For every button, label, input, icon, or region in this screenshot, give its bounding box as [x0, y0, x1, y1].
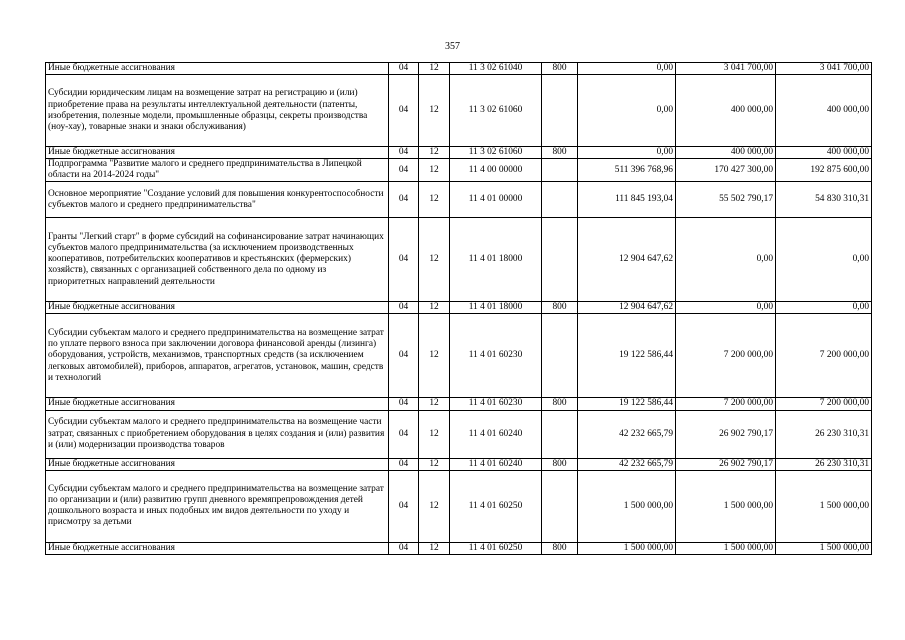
- amount-year2-cell: 55 502 790,17: [676, 182, 776, 218]
- expense-name-cell: Иные бюджетные ассигнования: [46, 147, 389, 159]
- target-article-cell: 11 4 01 00000: [450, 182, 542, 218]
- budget-table: [45, 62, 872, 555]
- subsection-code-cell: 12: [419, 458, 450, 470]
- section-code-cell: 04: [389, 63, 419, 75]
- target-article-cell: 11 4 01 60230: [450, 398, 542, 410]
- expense-name-cell: Субсидии субъектам малого и среднего предпринимательства на возмещение затрат по уплате первого взноса при заключении договора финансовой аренды (лизинга) оборудования, устройств, механизмов, транспортных средств (за исключением легковых автомобилей), приборов, аппаратов, агрегатов, установок, машин, средств и технологий: [46, 314, 389, 398]
- target-article-cell: 11 4 00 00000: [450, 159, 542, 182]
- amount-year1-cell: 0,00: [578, 63, 676, 75]
- amount-year2-cell: 7 200 000,00: [676, 314, 776, 398]
- expense-name-cell: Основное мероприятие "Создание условий для повышения конкурентоспособности субъектов малого и среднего предпринимательства": [46, 182, 389, 218]
- amount-year2-cell: 1 500 000,00: [676, 470, 776, 542]
- amount-year3-cell: 1 500 000,00: [776, 542, 872, 554]
- expense-type-cell: [542, 470, 578, 542]
- section-code-cell: 04: [389, 75, 419, 147]
- amount-year2-cell: 1 500 000,00: [676, 542, 776, 554]
- amount-year2-cell: 400 000,00: [676, 75, 776, 147]
- amount-year2-cell: 7 200 000,00: [676, 398, 776, 410]
- amount-year1-cell: 0,00: [578, 147, 676, 159]
- table-row: [46, 63, 872, 75]
- amount-year1-cell: 12 904 647,62: [578, 218, 676, 302]
- table-row: [46, 218, 872, 302]
- expense-name-cell: Иные бюджетные ассигнования: [46, 302, 389, 314]
- amount-year3-cell: 3 041 700,00: [776, 63, 872, 75]
- table-row: [46, 458, 872, 470]
- expense-name-cell: Иные бюджетные ассигнования: [46, 542, 389, 554]
- amount-year1-cell: 42 232 665,79: [578, 410, 676, 458]
- amount-year3-cell: 0,00: [776, 302, 872, 314]
- expense-type-cell: 800: [542, 542, 578, 554]
- target-article-cell: 11 4 01 60240: [450, 458, 542, 470]
- amount-year1-cell: 12 904 647,62: [578, 302, 676, 314]
- amount-year1-cell: 19 122 586,44: [578, 314, 676, 398]
- expense-type-cell: 800: [542, 63, 578, 75]
- expense-type-cell: [542, 410, 578, 458]
- table-row: [46, 314, 872, 398]
- amount-year3-cell: 192 875 600,00: [776, 159, 872, 182]
- expense-type-cell: 800: [542, 398, 578, 410]
- amount-year2-cell: 26 902 790,17: [676, 410, 776, 458]
- page-number: 357: [445, 41, 460, 52]
- subsection-code-cell: 12: [419, 302, 450, 314]
- amount-year1-cell: 1 500 000,00: [578, 470, 676, 542]
- section-code-cell: 04: [389, 147, 419, 159]
- expense-type-cell: [542, 182, 578, 218]
- amount-year3-cell: 7 200 000,00: [776, 398, 872, 410]
- amount-year1-cell: 42 232 665,79: [578, 458, 676, 470]
- subsection-code-cell: 12: [419, 75, 450, 147]
- target-article-cell: 11 4 01 60230: [450, 314, 542, 398]
- amount-year3-cell: 0,00: [776, 218, 872, 302]
- subsection-code-cell: 12: [419, 410, 450, 458]
- target-article-cell: 11 4 01 18000: [450, 218, 542, 302]
- amount-year2-cell: 3 041 700,00: [676, 63, 776, 75]
- subsection-code-cell: 12: [419, 182, 450, 218]
- target-article-cell: 11 3 02 61060: [450, 75, 542, 147]
- expense-name-cell: Подпрограмма "Развитие малого и среднего предпринимательства в Липецкой области на 2014-2024 годы": [46, 159, 389, 182]
- amount-year1-cell: 511 396 768,96: [578, 159, 676, 182]
- expense-type-cell: 800: [542, 458, 578, 470]
- subsection-code-cell: 12: [419, 159, 450, 182]
- amount-year2-cell: 26 902 790,17: [676, 458, 776, 470]
- amount-year1-cell: 111 845 193,04: [578, 182, 676, 218]
- subsection-code-cell: 12: [419, 218, 450, 302]
- expense-name-cell: Иные бюджетные ассигнования: [46, 63, 389, 75]
- section-code-cell: 04: [389, 470, 419, 542]
- amount-year3-cell: 26 230 310,31: [776, 458, 872, 470]
- target-article-cell: 11 4 01 18000: [450, 302, 542, 314]
- expense-type-cell: 800: [542, 147, 578, 159]
- table-row: [46, 182, 872, 218]
- amount-year3-cell: 54 830 310,31: [776, 182, 872, 218]
- amount-year2-cell: 0,00: [676, 302, 776, 314]
- amount-year2-cell: 0,00: [676, 218, 776, 302]
- amount-year2-cell: 400 000,00: [676, 147, 776, 159]
- subsection-code-cell: 12: [419, 63, 450, 75]
- expense-type-cell: 800: [542, 302, 578, 314]
- section-code-cell: 04: [389, 302, 419, 314]
- subsection-code-cell: 12: [419, 147, 450, 159]
- expense-type-cell: [542, 75, 578, 147]
- expense-name-cell: Субсидии субъектам малого и среднего предпринимательства на возмещение затрат по организации и (или) развитию групп дневного времяпрепровождения детей дошкольного возраста и иных подобных им видов деятельности по уходу и присмотру за детьми: [46, 470, 389, 542]
- subsection-code-cell: 12: [419, 398, 450, 410]
- amount-year3-cell: 7 200 000,00: [776, 314, 872, 398]
- section-code-cell: 04: [389, 314, 419, 398]
- expense-name-cell: Гранты "Легкий старт" в форме субсидий на софинансирование затрат начинающих субъектов малого предпринимательства (за исключением производственных кооперативов, потребительских кооперативов и крестьянских (фермерских) хозяйств), связанных с организацией собственного дела по одному из приоритетных направлений деятельности: [46, 218, 389, 302]
- section-code-cell: 04: [389, 542, 419, 554]
- section-code-cell: 04: [389, 182, 419, 218]
- target-article-cell: 11 4 01 60240: [450, 410, 542, 458]
- subsection-code-cell: 12: [419, 542, 450, 554]
- section-code-cell: 04: [389, 218, 419, 302]
- section-code-cell: 04: [389, 159, 419, 182]
- amount-year1-cell: 19 122 586,44: [578, 398, 676, 410]
- table-row: [46, 542, 872, 554]
- section-code-cell: 04: [389, 398, 419, 410]
- subsection-code-cell: 12: [419, 470, 450, 542]
- target-article-cell: 11 3 02 61060: [450, 147, 542, 159]
- expense-type-cell: [542, 218, 578, 302]
- expense-name-cell: Иные бюджетные ассигнования: [46, 458, 389, 470]
- target-article-cell: 11 4 01 60250: [450, 542, 542, 554]
- subsection-code-cell: 12: [419, 314, 450, 398]
- target-article-cell: 11 3 02 61040: [450, 63, 542, 75]
- amount-year2-cell: 170 427 300,00: [676, 159, 776, 182]
- section-code-cell: 04: [389, 458, 419, 470]
- expense-name-cell: Субсидии субъектам малого и среднего предпринимательства на возмещение части затрат, связанных с приобретением оборудования в целях создания и (или) развития и (или) модернизации производства товаров: [46, 410, 389, 458]
- amount-year3-cell: 26 230 310,31: [776, 410, 872, 458]
- amount-year1-cell: 1 500 000,00: [578, 542, 676, 554]
- table-row: [46, 75, 872, 147]
- expense-type-cell: [542, 314, 578, 398]
- table-row: [46, 410, 872, 458]
- amount-year3-cell: 1 500 000,00: [776, 470, 872, 542]
- table-row: [46, 159, 872, 182]
- table-row: [46, 398, 872, 410]
- expense-name-cell: Иные бюджетные ассигнования: [46, 398, 389, 410]
- table-row: [46, 302, 872, 314]
- amount-year3-cell: 400 000,00: [776, 75, 872, 147]
- expense-type-cell: [542, 159, 578, 182]
- amount-year3-cell: 400 000,00: [776, 147, 872, 159]
- amount-year1-cell: 0,00: [578, 75, 676, 147]
- target-article-cell: 11 4 01 60250: [450, 470, 542, 542]
- table-row: [46, 147, 872, 159]
- table-row: [46, 470, 872, 542]
- expense-name-cell: Субсидии юридическим лицам на возмещение затрат на регистрацию и (или) приобретение права на результаты интеллектуальной деятельности (патенты, изобретения, полезные модели, промышленные образцы, секреты производства (ноу-хау), товарные знаки и знаки обслуживания): [46, 75, 389, 147]
- section-code-cell: 04: [389, 410, 419, 458]
